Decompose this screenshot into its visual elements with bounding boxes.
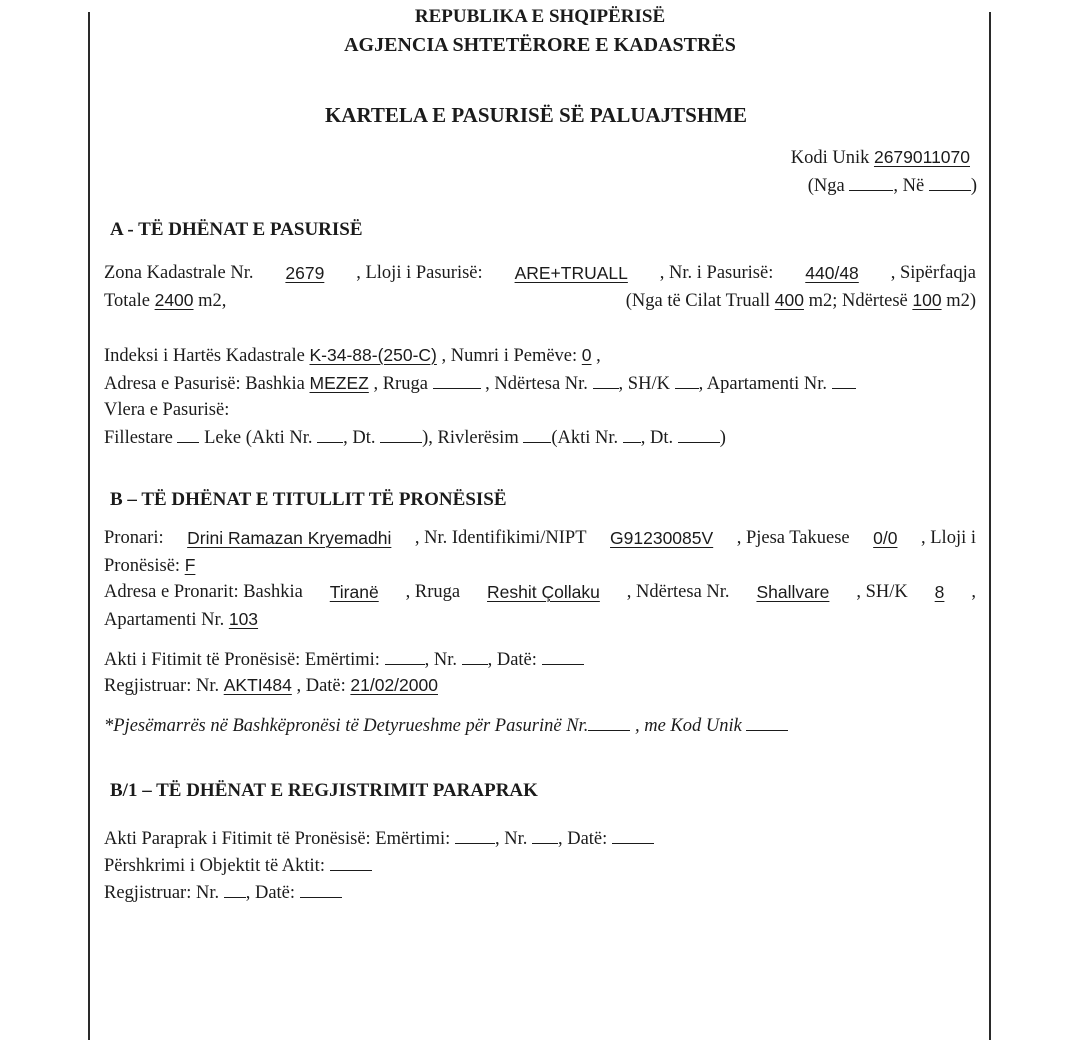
left-border xyxy=(88,12,90,1040)
preliminary-act-line: Akti Paraprak i Fitimit të Pronësisë: Emërtimi: , Nr. , Datë: xyxy=(104,827,654,850)
registration-number-value: AKTI484 xyxy=(223,675,292,695)
property-type-value: ARE+TRUALL xyxy=(514,263,628,283)
area-breakdown-line: (Nga të Cilat Truall 400 m2; Ndërtesë 100 m2) xyxy=(625,290,976,311)
registration-line: Regjistruar: Nr. AKTI484 , Datë: 21/02/2000 xyxy=(104,675,438,696)
section-b1-heading: B/1 – TË DHËNAT E REGJISTRIMIT PARAPRAK xyxy=(110,780,538,801)
property-value-label: Vlera e Pasurisë: xyxy=(104,400,230,420)
building-area-value: 100 xyxy=(912,290,942,310)
land-area-value: 400 xyxy=(774,290,804,310)
share-value: 0/0 xyxy=(873,528,898,548)
republic-heading: REPUBLIKA E SHQIPËRISË xyxy=(414,6,666,27)
agency-heading: AGJENCIA SHTETËRORE E KADASTRËS xyxy=(344,34,736,56)
zone-line: Zona Kadastrale Nr. 2679 , Lloji i Pasurisë: ARE+TRUALL , Nr. i Pasurisë: 440/48 , Sipërfaqja xyxy=(104,263,976,283)
owner-building-value: Shallvare xyxy=(756,582,830,602)
coownership-line: *Pjesëmarrës në Bashkëpronësi të Detyrueshme për Pasurinë Nr. , me Kod Unik xyxy=(104,714,788,737)
right-border xyxy=(989,12,991,1040)
section-b-heading: B – TË DHËNAT E TITULLIT TË PRONËSISË xyxy=(110,489,507,510)
owner-address-line: Adresa e Pronarit: Bashkia Tiranë , Rruga Reshit Çollaku , Ndërtesa Nr. Shallvare , SH/K 8 , xyxy=(104,582,976,602)
object-description-line: Përshkrimi i Objektit të Aktit: xyxy=(104,854,372,877)
total-area-value: 2400 xyxy=(154,290,194,310)
unique-code-line: Kodi Unik 2679011070 xyxy=(790,147,970,168)
owner-apartment-line: Apartamenti Nr. 103 xyxy=(104,609,259,630)
document-title: KARTELA E PASURISË SË PALUAJTSHME xyxy=(324,103,748,127)
section-a-heading: A - TË DHËNAT E PASURISË xyxy=(110,219,363,240)
ownership-kind-line: Pronësisë: F xyxy=(104,555,196,576)
owner-municipality-value: Tiranë xyxy=(329,582,379,602)
owner-name-value: Drini Ramazan Kryemadhi xyxy=(187,528,392,548)
acquisition-act-line: Akti i Fitimit të Pronësisë: Emërtimi: , Nr. , Datë: xyxy=(104,648,584,671)
map-index-line: Indeksi i Hartës Kadastrale K-34-88-(250-C) , Numri i Pemëve: 0 , xyxy=(104,345,601,366)
property-number-value: 440/48 xyxy=(805,263,859,283)
registration-date-value: 21/02/2000 xyxy=(350,675,438,695)
owner-entrance-value: 8 xyxy=(934,582,945,602)
header-top-clip xyxy=(0,0,1080,27)
total-area-line: Totale 2400 m2, xyxy=(104,290,227,311)
unique-code-value: 2679011070 xyxy=(873,147,970,167)
map-index-value: K-34-88-(250-C) xyxy=(309,345,437,365)
unique-code-date-line: (Nga , Në ) xyxy=(807,176,977,196)
preliminary-registration-line: Regjistruar: Nr. , Datë: xyxy=(104,881,342,904)
owner-street-value: Reshit Çollaku xyxy=(487,582,600,602)
property-address-line: Adresa e Pasurisë: Bashkia MEZEZ , Rruga , Ndërtesa Nr. , SH/K , Apartamenti Nr. xyxy=(104,372,856,395)
initial-value-line: Fillestare Leke (Akti Nr. , Dt. ), Rivlerësim (Akti Nr. , Dt. ) xyxy=(104,428,726,448)
ownership-kind-value: F xyxy=(184,555,196,575)
zone-value: 2679 xyxy=(285,263,325,283)
owner-apartment-value: 103 xyxy=(228,609,259,629)
municipality-value: MEZEZ xyxy=(309,373,369,393)
trees-value: 0 xyxy=(581,345,592,365)
owner-id-value: G91230085V xyxy=(610,528,714,548)
owner-line: Pronari: Drini Ramazan Kryemadhi , Nr. Identifikimi/NIPT G91230085V , Pjesa Takuese 0/0 , Lloji i xyxy=(104,528,976,548)
